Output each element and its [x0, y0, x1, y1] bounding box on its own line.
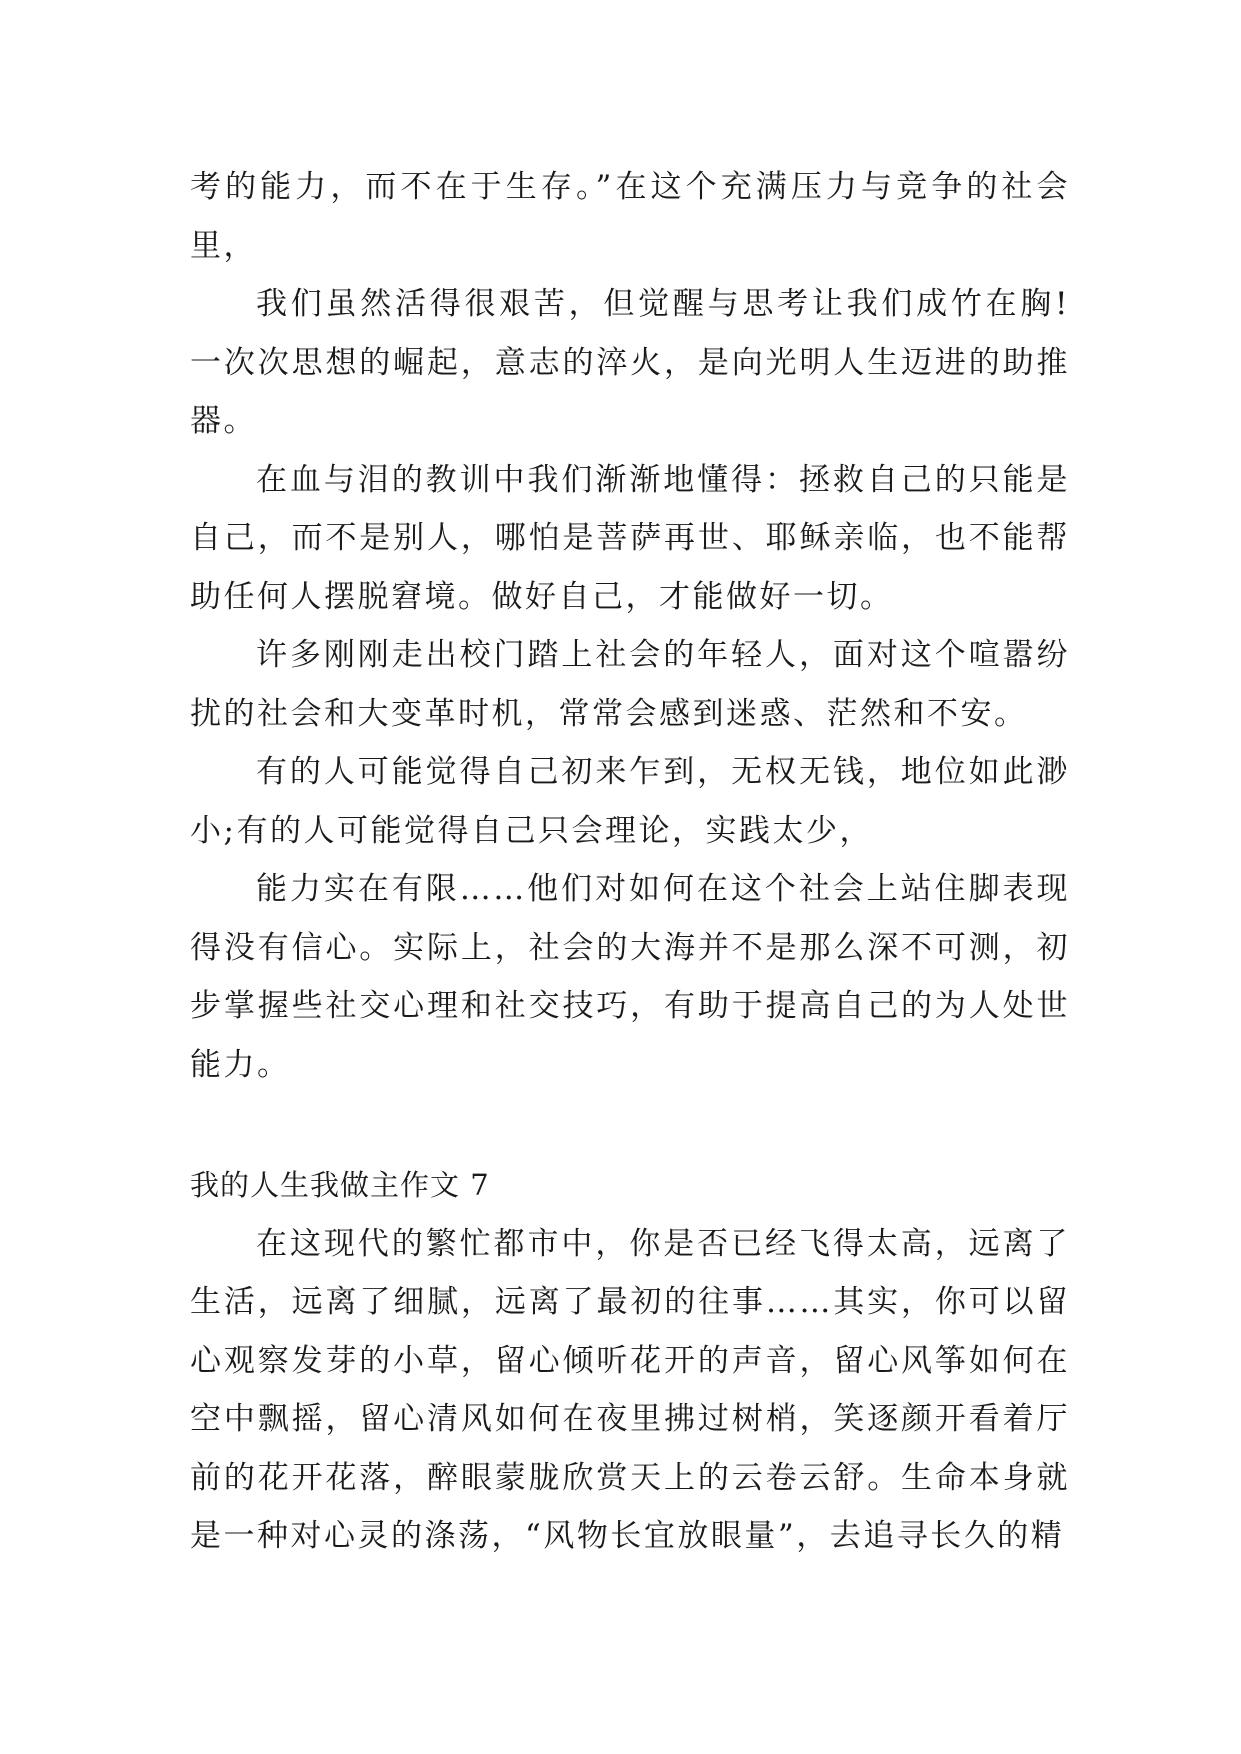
- paragraph-3: 在血与泪的教训中我们渐渐地懂得：拯救自己的只能是自己，而不是别人，哪怕是菩萨再世、耶稣亲临，也不能帮助任何人摆脱窘境。做好自己，才能做好一切。: [190, 461, 1070, 615]
- paragraph-5: 有的人可能觉得自己初来乍到，无权无钱，地位如此渺小;有的人可能觉得自己只会理论，实践太少，: [190, 754, 1070, 849]
- paragraph-7: 在这现代的繁忙都市中，你是否已经飞得太高，远离了生活，远离了细腻，远离了最初的往事……其实，你可以留心观察发芽的小草，留心倾听花开的声音，留心风筝如何在空中飘摇，留心清风如何在夜里拂过树梢，笑逐颜开看着厅前的花开花落，醉眼蒙胧欣赏天上的云卷云舒。生命本身就是一种对心灵的涤荡，“风物长宜放眼量”，去追寻长久的精: [190, 1225, 1070, 1554]
- paragraph-6: 能力实在有限……他们对如何在这个社会上站住脚表现得没有信心。实际上，社会的大海并不是那么深不可测，初步掌握些社交心理和社交技巧，有助于提高自己的为人处世能力。: [190, 871, 1070, 1083]
- paragraph-1: 考的能力，而不在于生存。”在这个充满压力与竞争的社会里，: [190, 169, 1070, 264]
- paragraph-4: 许多刚刚走出校门踏上社会的年轻人，面对这个喧嚣纷扰的社会和大变革时机，常常会感到迷惑、茫然和不安。: [190, 637, 1070, 732]
- section-heading: 我的人生我做主作文 7: [190, 1168, 490, 1202]
- paragraph-2: 我们虽然活得很艰苦，但觉醒与思考让我们成竹在胸!一次次思想的崛起，意志的淬火，是向光明人生迈进的助推器。: [190, 286, 1070, 439]
- document-body: [190, 158, 1070, 1566]
